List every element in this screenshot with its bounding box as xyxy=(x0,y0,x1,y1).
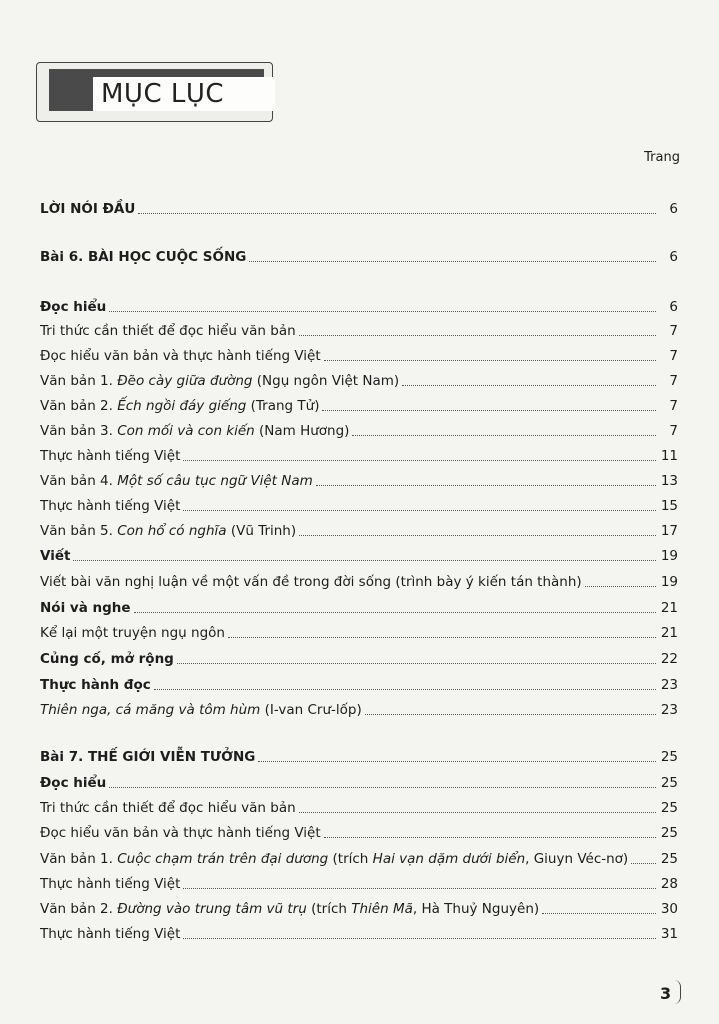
dot-leader xyxy=(402,385,656,386)
toc-entry-title xyxy=(40,850,628,868)
toc-entry-title-part: Văn bản 2. xyxy=(40,901,118,917)
toc-entry-page: 15 xyxy=(660,498,678,514)
toc-entry-title-part: , Hà Thuỷ Nguyên) xyxy=(412,901,540,917)
toc-entry-title xyxy=(40,774,106,792)
toc-entry-title-part: Đọc hiểu xyxy=(40,775,107,791)
toc-entry-title-part: (trích xyxy=(328,851,373,867)
toc-entry-page: 13 xyxy=(660,473,678,489)
dot-leader xyxy=(299,335,656,336)
toc-entry-title xyxy=(40,200,135,218)
dot-leader xyxy=(316,485,656,486)
dot-leader xyxy=(365,714,656,715)
toc-entry-page: 11 xyxy=(660,448,678,464)
toc-entry xyxy=(40,772,678,792)
dot-leader xyxy=(183,938,656,939)
toc-entry-title xyxy=(40,900,539,918)
toc-entry xyxy=(40,622,678,642)
toc-entry-page: 21 xyxy=(660,600,678,616)
toc-entry-page: 25 xyxy=(660,749,678,765)
toc-entry-title-part: LỜI NÓI ĐẦU xyxy=(40,201,136,217)
toc-entry-page: 6 xyxy=(669,299,678,315)
toc-entry-title-part: Văn bản 5. xyxy=(40,523,118,539)
toc-entry-title xyxy=(40,347,321,365)
toc-entry-page: 30 xyxy=(660,901,678,917)
toc-entry-title-part: Thực hành tiếng Việt xyxy=(40,876,181,892)
dot-leader xyxy=(177,663,656,664)
toc-entry-page: 7 xyxy=(669,423,678,439)
toc-entry-title-part: (trích xyxy=(306,901,352,917)
toc-entry-page: 25 xyxy=(660,800,678,816)
toc-entry xyxy=(40,597,678,617)
toc-entry xyxy=(40,545,678,565)
toc-entry-title-part: , Giuyn Véc-nơ) xyxy=(525,851,629,867)
toc-entry-page: 7 xyxy=(669,323,678,339)
toc-entry-title-part: Kể lại một truyện ngụ ngôn xyxy=(40,625,225,641)
toc-entry-title-part: Thực hành tiếng Việt xyxy=(40,448,181,464)
toc-entry-page: 7 xyxy=(669,398,678,414)
dot-leader xyxy=(299,812,656,813)
toc-entry-title xyxy=(40,599,131,617)
toc-entry-page: 25 xyxy=(660,851,678,867)
toc-entry xyxy=(40,648,678,668)
toc-entry-title xyxy=(40,573,582,591)
toc-entry-title-part: Văn bản 3. xyxy=(40,423,118,439)
toc-entry-page: 31 xyxy=(660,926,678,942)
toc-entry-title-part: Văn bản 1. xyxy=(40,373,118,389)
page-number-bracket xyxy=(674,980,681,1004)
toc-entry-title xyxy=(40,472,313,490)
toc-entry-title-part: Văn bản 2. xyxy=(40,398,118,414)
toc-entry-title xyxy=(40,397,319,415)
page-title: MỤC LỤC xyxy=(93,77,275,111)
dot-leader xyxy=(134,612,656,613)
dot-leader xyxy=(183,460,656,461)
toc-entry-title xyxy=(40,248,246,266)
dot-leader xyxy=(228,637,656,638)
toc-entry-title xyxy=(40,650,174,668)
toc-entry-title-part: Thực hành tiếng Việt xyxy=(40,498,181,514)
toc-entry-page: 25 xyxy=(660,825,678,841)
toc-entry-title-part: Thiên nga, cá măng và tôm hùm xyxy=(40,702,261,718)
toc-entry-title-part: Đẽo cày giữa đường xyxy=(117,373,253,389)
toc-entry xyxy=(40,898,678,918)
dot-leader xyxy=(352,435,656,436)
toc-entry-title-part: Hai vạn dặm dưới biển xyxy=(372,851,526,867)
toc-entry-title-part: Củng cố, mở rộng xyxy=(40,651,174,667)
toc-entry-title-part: Cuộc chạm trán trên đại dương xyxy=(117,851,329,867)
toc-entry xyxy=(40,746,678,766)
toc-entry-page: 25 xyxy=(660,775,678,791)
toc-entry xyxy=(40,370,678,390)
dot-leader xyxy=(73,560,656,561)
toc-entry-title-part: Đường vào trung tâm vũ trụ xyxy=(117,901,307,917)
dot-leader xyxy=(258,761,656,762)
dot-leader xyxy=(183,510,656,511)
toc-entry-page: 7 xyxy=(669,348,678,364)
toc-entry xyxy=(40,445,678,465)
dot-leader xyxy=(249,261,656,262)
page-number: 3 xyxy=(660,984,672,1003)
toc-entry-page: 22 xyxy=(660,651,678,667)
toc-entry-page: 19 xyxy=(660,548,678,564)
toc-entry xyxy=(40,797,678,817)
toc-entry-title-part: (I-van Crư-lốp) xyxy=(260,702,362,718)
dot-leader xyxy=(585,586,656,587)
toc-entry-title xyxy=(40,676,151,694)
toc-entry-title xyxy=(40,624,225,642)
toc-entry-title-part: Một số câu tục ngữ Việt Nam xyxy=(117,473,313,489)
dot-leader xyxy=(542,913,656,914)
toc-entry-title-part: Nói và nghe xyxy=(40,600,131,616)
dot-leader xyxy=(109,787,656,788)
toc-entry-title-part: Văn bản 4. xyxy=(40,473,118,489)
toc-entry-title xyxy=(40,799,296,817)
toc-entry-title xyxy=(40,701,362,719)
toc-entry-title xyxy=(40,824,321,842)
toc-entry-title xyxy=(40,372,399,390)
toc-entry-title-part: Đọc hiểu xyxy=(40,299,107,315)
toc-entry-title-part: Con mối và con kiến xyxy=(117,423,255,439)
toc-entry xyxy=(40,495,678,515)
toc-entry xyxy=(40,296,678,316)
toc-entry-title-part: Thực hành đọc xyxy=(40,677,151,693)
toc-entry xyxy=(40,873,678,893)
toc-entry xyxy=(40,699,678,719)
toc-entry-title-part: (Vũ Trinh) xyxy=(226,523,297,539)
toc-entry-page: 19 xyxy=(660,574,678,590)
toc-entry-title-part: Bài 6. BÀI HỌC CUỘC SỐNG xyxy=(40,249,247,265)
dot-leader xyxy=(154,689,656,690)
toc-entry xyxy=(40,923,678,943)
toc-entry-title-part: Thực hành tiếng Việt xyxy=(40,926,181,942)
toc-entry-title xyxy=(40,547,70,565)
toc-entry-title-part: Bài 7. THẾ GIỚI VIỄN TƯỞNG xyxy=(40,749,256,765)
toc-entry-page: 17 xyxy=(660,523,678,539)
toc-entry-title-part: Thiên Mã xyxy=(351,901,413,917)
toc-entry-page: 6 xyxy=(669,201,678,217)
dot-leader xyxy=(631,863,656,864)
toc-entry-title-part: Tri thức cần thiết để đọc hiểu văn bản xyxy=(40,323,296,339)
toc-entry-page: 6 xyxy=(669,249,678,265)
dot-leader xyxy=(324,837,656,838)
dot-leader xyxy=(109,311,656,312)
toc-entry-page: 23 xyxy=(660,677,678,693)
dot-leader xyxy=(299,535,656,536)
dot-leader xyxy=(322,410,656,411)
toc-entry xyxy=(40,345,678,365)
toc-entry-page: 21 xyxy=(660,625,678,641)
title-box xyxy=(36,62,273,122)
toc-entry-title xyxy=(40,422,349,440)
toc-entry xyxy=(40,470,678,490)
toc-entry-title-part: Văn bản 1. xyxy=(40,851,118,867)
toc-entry xyxy=(40,420,678,440)
toc-entry-title xyxy=(40,875,180,893)
toc-entry-title xyxy=(40,748,255,766)
toc-entry-title xyxy=(40,497,180,515)
toc-entry-title-part: Con hổ có nghĩa xyxy=(117,523,227,539)
toc-entry-page: 7 xyxy=(669,373,678,389)
toc-entry-title xyxy=(40,447,180,465)
toc-entry xyxy=(40,674,678,694)
dot-leader xyxy=(138,213,656,214)
toc-entry-title-part: Đọc hiểu văn bản và thực hành tiếng Việt xyxy=(40,825,321,841)
toc-entry-title-part: Ếch ngồi đáy giếng xyxy=(117,398,247,414)
dot-leader xyxy=(324,360,656,361)
toc-entry xyxy=(40,320,678,340)
toc-entry-title-part: (Ngụ ngôn Việt Nam) xyxy=(252,373,400,389)
toc-entry-title xyxy=(40,522,296,540)
toc-entry-title xyxy=(40,322,296,340)
toc-entry-title xyxy=(40,298,106,316)
toc-entry xyxy=(40,246,678,266)
toc-entry xyxy=(40,198,678,218)
toc-entry-page: 23 xyxy=(660,702,678,718)
toc-entry-title-part: Tri thức cần thiết để đọc hiểu văn bản xyxy=(40,800,296,816)
toc-entry xyxy=(40,520,678,540)
toc-entry-page: 28 xyxy=(660,876,678,892)
toc-entry xyxy=(40,822,678,842)
dot-leader xyxy=(183,888,656,889)
toc-entry-title xyxy=(40,925,180,943)
toc-entry xyxy=(40,848,678,868)
toc-entry-title-part: (Trang Tử) xyxy=(246,398,320,414)
page-column-header: Trang xyxy=(644,150,680,165)
toc-entry-title-part: Viết bài văn nghị luận về một vấn đề trong đời sống (trình bày ý kiến tán thành) xyxy=(40,574,582,590)
toc-entry xyxy=(40,395,678,415)
toc-entry-title-part: Đọc hiểu văn bản và thực hành tiếng Việt xyxy=(40,348,321,364)
toc-entry xyxy=(40,571,678,591)
toc-entry-title-part: (Nam Hương) xyxy=(254,423,350,439)
toc-entry-title-part: Viết xyxy=(40,548,71,564)
